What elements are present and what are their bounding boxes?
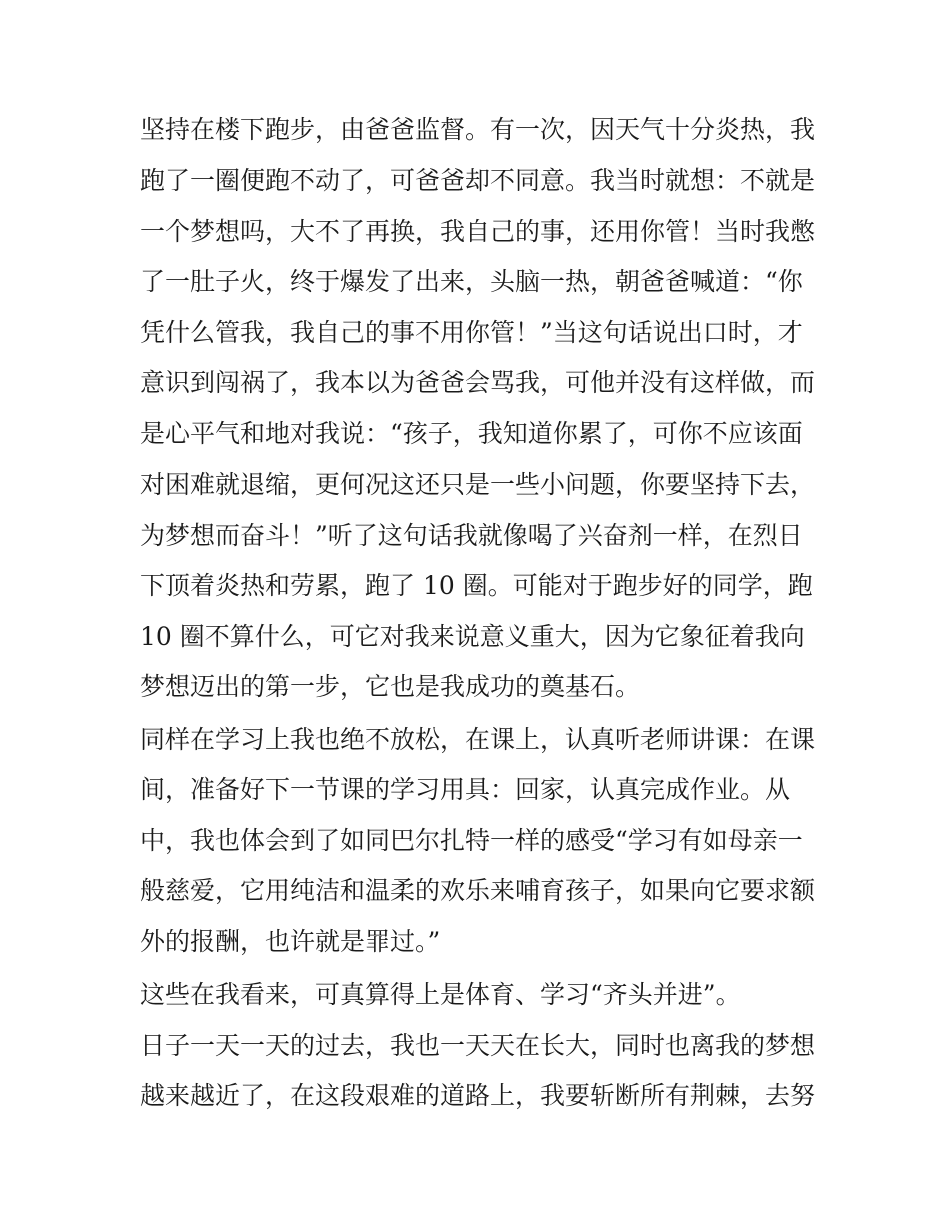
text-line: 意识到闯祸了，我本以为爸爸会骂我，可他并没有这样做，而 (140, 368, 816, 397)
text-line: 日子一天一天的过去，我也一天天在长大，同时也离我的梦想 (140, 1031, 816, 1060)
text-line: 凭什么管我，我自己的事不用你管！”当这句话说出口时，才 (140, 318, 803, 347)
text-line: 外的报酬，也许就是罪过。” (140, 927, 441, 956)
text-line: 间，准备好下一节课的学习用具：回家，认真完成作业。从 (140, 775, 791, 804)
text-line: 为梦想而奋斗！”听了这句话我就像喝了兴奋剂一样，在烈日 (140, 521, 803, 550)
text-line: 了一肚子火，终于爆发了出来，头脑一热，朝爸爸喊道：“你 (140, 267, 803, 296)
text-line: 10 圈不算什么，可它对我来说意义重大，因为它象征着我向 (140, 622, 805, 651)
text-line: 是心平气和地对我说：“孩子，我知道你累了，可你不应该面 (140, 419, 803, 448)
text-line: 同样在学习上我也绝不放松，在课上，认真听老师讲课：在课 (140, 725, 816, 754)
text-line: 越来越近了，在这段艰难的道路上，我要斩断所有荆棘，去努 (140, 1081, 816, 1110)
text-line: 梦想迈出的第一步，它也是我成功的奠基石。 (140, 672, 641, 701)
text-line: 般慈爱，它用纯洁和温柔的欢乐来哺育孩子，如果向它要求额 (140, 876, 816, 905)
text-line: 对困难就退缩，更何况这还只是一些小问题，你要坚持下去， (140, 470, 816, 499)
text-line: 坚持在楼下跑步，由爸爸监督。有一次，因天气十分炎热，我 (140, 115, 816, 144)
text-line: 一个梦想吗，大不了再换，我自己的事，还用你管！当时我憋 (140, 217, 816, 246)
text-line: 跑了一圈便跑不动了，可爸爸却不同意。我当时就想：不就是 (140, 166, 816, 195)
text-line: 中，我也体会到了如同巴尔扎特一样的感受“学习有如母亲一 (140, 826, 803, 855)
text-line: 这些在我看来，可真算得上是体育、学习“齐头并进”。 (140, 980, 741, 1009)
text-line: 下顶着炎热和劳累，跑了 10 圈。可能对于跑步好的同学，跑 (140, 571, 813, 600)
